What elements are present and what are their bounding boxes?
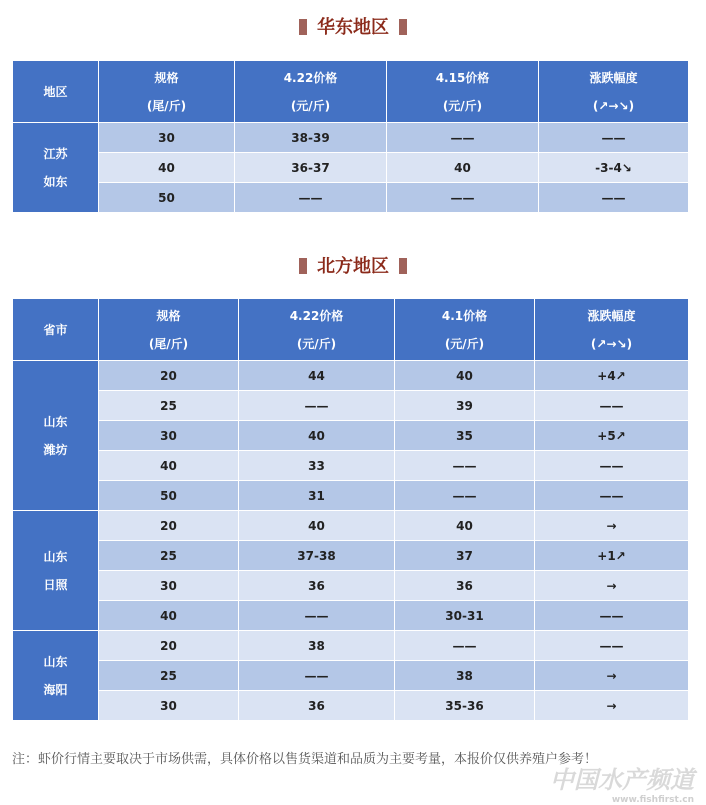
title-bar-left [299, 258, 307, 274]
table-row [13, 153, 689, 183]
change-cell: +5↗ [535, 421, 689, 451]
price-b-cell: 37 [395, 541, 535, 571]
header-price-b: 4.15价格 (元/斤) [387, 61, 539, 123]
region-cell: 江苏 如东 [13, 123, 99, 213]
price-b-cell: 40 [395, 361, 535, 391]
table-header-row [13, 61, 689, 123]
table-row [13, 691, 689, 721]
price-b-cell: —— [395, 631, 535, 661]
price-a-cell: 40 [239, 421, 395, 451]
change-cell: —— [535, 631, 689, 661]
spec-cell: 20 [99, 631, 239, 661]
price-b-cell: 40 [387, 153, 539, 183]
change-cell: +4↗ [535, 361, 689, 391]
change-cell: -3-4↘ [539, 153, 689, 183]
price-a-cell: —— [239, 391, 395, 421]
east-section-title [0, 16, 706, 40]
title-bar-right [399, 258, 407, 274]
price-a-cell: 44 [239, 361, 395, 391]
price-a-cell: —— [235, 183, 387, 213]
table-header-row [13, 299, 689, 361]
table-row [13, 661, 689, 691]
header-change: 涨跌幅度 (↗→↘) [535, 299, 689, 361]
header-spec: 规格 (尾/斤) [99, 299, 239, 361]
change-cell: —— [535, 391, 689, 421]
change-cell: —— [535, 481, 689, 511]
table-row [13, 601, 689, 631]
change-cell: → [535, 661, 689, 691]
price-a-cell: 36-37 [235, 153, 387, 183]
price-b-cell: —— [395, 481, 535, 511]
price-a-cell: 37-38 [239, 541, 395, 571]
spec-cell: 40 [99, 153, 235, 183]
change-cell: → [535, 571, 689, 601]
table-row [13, 183, 689, 213]
spec-cell: 20 [99, 361, 239, 391]
change-cell: —— [539, 123, 689, 153]
price-a-cell: 36 [239, 571, 395, 601]
spec-cell: 50 [99, 481, 239, 511]
header-price-b: 4.1价格 (元/斤) [395, 299, 535, 361]
header-price-a: 4.22价格 (元/斤) [239, 299, 395, 361]
table-row [13, 391, 689, 421]
header-province: 省市 [13, 299, 99, 361]
change-cell: +1↗ [535, 541, 689, 571]
region-cell: 山东 潍坊 [13, 361, 99, 511]
change-cell: —— [535, 451, 689, 481]
price-b-cell: —— [395, 451, 535, 481]
table-row [13, 571, 689, 601]
title-bar-right [399, 19, 407, 35]
price-b-cell: 30-31 [395, 601, 535, 631]
spec-cell: 30 [99, 421, 239, 451]
price-b-cell: 36 [395, 571, 535, 601]
header-change: 涨跌幅度 (↗→↘) [539, 61, 689, 123]
spec-cell: 40 [99, 451, 239, 481]
spec-cell: 25 [99, 661, 239, 691]
spec-cell: 30 [99, 123, 235, 153]
price-a-cell: —— [239, 661, 395, 691]
title-bar-left [299, 19, 307, 35]
price-b-cell: 39 [395, 391, 535, 421]
price-b-cell: 35-36 [395, 691, 535, 721]
table-row [13, 541, 689, 571]
spec-cell: 30 [99, 691, 239, 721]
spec-cell: 50 [99, 183, 235, 213]
spec-cell: 20 [99, 511, 239, 541]
price-b-cell: —— [387, 123, 539, 153]
north-price-table [12, 298, 689, 721]
north-section-title [0, 255, 706, 279]
table-row [13, 123, 689, 153]
header-region: 地区 [13, 61, 99, 123]
table-row [13, 421, 689, 451]
change-cell: —— [539, 183, 689, 213]
price-b-cell: —— [387, 183, 539, 213]
region-cell: 山东 日照 [13, 511, 99, 631]
price-a-cell: 33 [239, 451, 395, 481]
east-price-table [12, 60, 689, 213]
change-cell: → [535, 511, 689, 541]
change-cell: —— [535, 601, 689, 631]
footnote: 注：虾价行情主要取决于市场供需，具体价格以售货渠道和品质为主要考量，本报价仅供养殖户参考！ [12, 752, 598, 767]
table-row [13, 451, 689, 481]
price-a-cell: 31 [239, 481, 395, 511]
price-a-cell: 38 [239, 631, 395, 661]
price-b-cell: 40 [395, 511, 535, 541]
price-a-cell: —— [239, 601, 395, 631]
table-row [13, 511, 689, 541]
spec-cell: 40 [99, 601, 239, 631]
price-b-cell: 38 [395, 661, 535, 691]
price-a-cell: 38-39 [235, 123, 387, 153]
spec-cell: 25 [99, 391, 239, 421]
watermark-logo: 中国水产频道 www.fishfirst.cn [550, 766, 694, 805]
region-cell: 山东 海阳 [13, 631, 99, 721]
east-title-text: 华东地区 [317, 17, 389, 38]
spec-cell: 25 [99, 541, 239, 571]
price-b-cell: 35 [395, 421, 535, 451]
price-a-cell: 40 [239, 511, 395, 541]
table-row [13, 481, 689, 511]
table-row [13, 631, 689, 661]
header-price-a: 4.22价格 (元/斤) [235, 61, 387, 123]
change-cell: → [535, 691, 689, 721]
spec-cell: 30 [99, 571, 239, 601]
header-spec: 规格 (尾/斤) [99, 61, 235, 123]
price-a-cell: 36 [239, 691, 395, 721]
table-row [13, 361, 689, 391]
north-title-text: 北方地区 [317, 256, 389, 277]
